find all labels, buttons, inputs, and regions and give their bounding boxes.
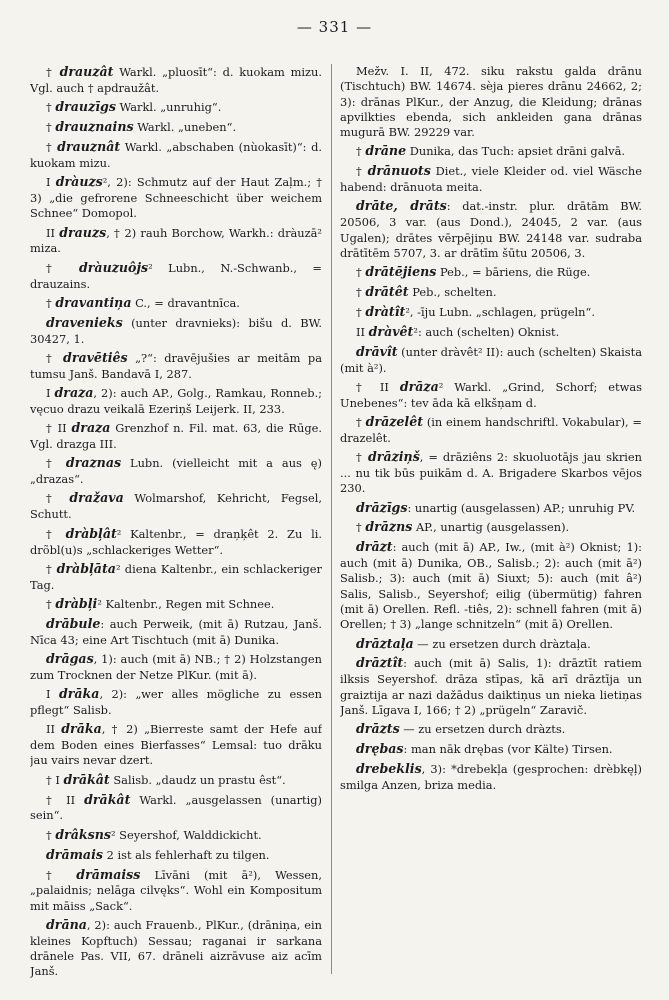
dictionary-entry: † drāne Dunika, das Tuch: apsiet drāni galvā. [356, 143, 625, 159]
dictionary-entry: drāzt: auch (mit ā) AP., Iw., (mit à²) Oknist; 1): auch (mit ā) Dunika, OB., Salisb.; 2): auch (mit ā²) Salisb.; 3): auch (mit ā) Siuxt; 5): auch (mit â²) Salis, Salisb., Seyershof; eilig (übermütig) fahren (mit ā) Orellen. Refl. -tiês, 2): schnell fahren (mit ā) Orellen; † 3) „lange schnitzeln“ (mit ā) Orellen. [340, 539, 642, 632]
entry-headword: draznas [65, 455, 122, 471]
dictionary-entry: dravenieks (unter dravnieks): bišu d. BW. 30427, 1. [30, 314, 322, 346]
entry-headword: dràbļāta [56, 560, 116, 576]
dictionary-entry: † drāzelêt (in einem handschriftl. Vokabular), = drazelêt. [340, 413, 642, 445]
entry-headword: drāna [46, 916, 87, 932]
dictionary-entry: drāzts — zu ersetzen durch dràzts. [356, 721, 566, 737]
left-column [30, 64, 322, 984]
entry-headword: drākât [63, 771, 110, 787]
dictionary-entry: drębas: man nāk drębas (vor Kälte) Tirsen. [356, 741, 613, 757]
dictionary-entry: † dràuzuôjs² Lubn., N.-Schwanb., = drauzains. [30, 259, 322, 291]
entry-headword: dravenieks [46, 314, 123, 330]
dictionary-entry: I draza, 2): auch AP., Golg., Ramkau, Ronneb.; vęcuo drazu veikalā Ezeriņš Leijerk. II, 233. [30, 385, 322, 416]
column-divider [331, 64, 332, 974]
entry-headword: drātêt [365, 284, 409, 300]
entry-headword: drauzīgs [55, 99, 116, 115]
dictionary-entry: II dràvêt²: auch (schelten) Oknist. [356, 323, 560, 339]
entry-headword: dràuzuôjs [78, 259, 149, 275]
entry-headword: drâksns [55, 826, 111, 842]
entry-headword: dràuzs [55, 174, 103, 190]
dictionary-entry: II drāka, † 2) „Bierreste samt der Hefe auf dem Boden eines Bierfasses“ Lemsal: tuo drāku jau vairs nevar dzert. [30, 721, 322, 768]
entry-headword: draza [54, 385, 94, 400]
entry-headword: drāvît [356, 343, 398, 359]
dictionary-entry: † I drākât Salisb. „daudz un prastu êst“. [46, 771, 286, 787]
entry-headword: drāgas [46, 650, 94, 666]
entry-headword: dràbļât [65, 525, 117, 541]
entry-headword: drāmaiss [76, 866, 141, 882]
entry-headword: dràbļi [55, 595, 98, 611]
dictionary-entry: Mežv. I. II, 472. siku rakstu galda drānu (Tischtuch) BW. 14674. sèja pieres drānu 24662, 2; 3): drānas PlKur., der Anzug, die Kleidung; drānas apvilkties ebenda, sich ankleiden gana drānas mugurā BW. 29229 var. [340, 64, 642, 140]
dictionary-entry: † drauzīgs Warkl. „unruhig“. [46, 99, 222, 115]
dictionary-entry: † drāzns AP., unartig (ausgelassen). [356, 519, 570, 535]
entry-headword: drāmais [46, 846, 103, 862]
entry-headword: drāzt [356, 539, 393, 555]
dictionary-entry: † dravētiês „?“: dravējušies ar meitām pa tumsu Janš. Bandavā I, 287. [30, 349, 322, 381]
dictionary-entry: † drauzât Warkl. „pluosīt“: d. kuokam mizu. Vgl. auch † apdraužât. [30, 64, 322, 95]
entry-headword: drāztît [356, 655, 404, 671]
dictionary-entry: drāzīgs: unartig (ausgelassen) AP.; unruhig PV. [356, 499, 636, 515]
dictionary-entry: drāvît (unter dràvêt² II): auch (schelten) Skaista (mit à²). [340, 343, 642, 375]
entry-headword: drāzelêt [365, 413, 424, 429]
entry-headword: drāzīgs [356, 499, 408, 515]
entry-headword: drāzts [356, 721, 400, 737]
entry-headword: drābule [46, 615, 101, 631]
entry-headword: drāza [399, 378, 439, 394]
dictionary-entry: † drauznât Warkl. „abschaben (nùokasīt)“: d. kuokam mizu. [30, 138, 322, 170]
dictionary-entry: † drâksns² Seyershof, Walddickicht. [46, 826, 262, 842]
entry-headword: drāzns [365, 519, 413, 535]
dictionary-entry: drebeklis, 3): *drebekļa (gesprochen: drèbkęļ) smilga Anzen, briza media. [340, 760, 642, 792]
entry-headword: drāte, drāts [356, 198, 447, 214]
entry-headword: drauzs [59, 224, 107, 240]
entry-headword: dravantiņa [55, 294, 132, 310]
dictionary-entry: drāmais 2 ist als fehlerhaft zu tilgen. [46, 846, 270, 862]
dictionary-entry: † drāmaiss Līvāni (mit ā²), Wessen, „palaidnis; nelāga cilvęks“. Wohl ein Kompositum mit māiss „Sack“. [30, 866, 322, 913]
dictionary-entry: II drauzs, † 2) rauh Borchow, Warkh.: dràuzā² miza. [30, 224, 322, 256]
entry-headword: drauzât [59, 64, 114, 79]
entry-headword: drauznât [57, 138, 121, 154]
dictionary-entry: drāgas, 1): auch (mit ā) NB.; † 2) Holzstangen zum Trocknen der Netze PlKur. (mit ā). [30, 650, 322, 682]
dictionary-entry: † drāziņš, = drāziêns 2: skuoluotājs jau skrien ... nu tik būs puikām d. A. Brigadere Skarbos vējos 230. [340, 449, 642, 496]
entry-headword: drebeklis [356, 760, 422, 776]
dictionary-entry: † drauznains Warkl. „uneben“. [46, 119, 237, 135]
entry-headword: drāne [365, 143, 407, 159]
dictionary-entry: † II drākât Warkl. „ausgelassen (unartig) sein“. [30, 791, 322, 823]
dictionary-entry: † drātējiens Peb., = bāriens, die Rüge. [356, 264, 591, 280]
entry-headword: dràvêt [368, 323, 414, 339]
entry-headword: dražava [69, 490, 124, 506]
right-column [340, 64, 642, 984]
dictionary-entry: † drānuots Diet., viele Kleider od. viel Wäsche habend: drānuota meita. [340, 163, 642, 195]
dictionary-entry: drāztaļa — zu ersetzen durch dràztaļa. [356, 635, 591, 651]
entry-headword: drāztaļa [356, 635, 414, 651]
page-number: — 331 — [296, 18, 373, 36]
entry-headword: drāka [58, 686, 100, 702]
dictionary-entry: † dravantiņa C., = dravantnīca. [46, 294, 240, 310]
entry-headword: drāziņš [368, 449, 420, 465]
dictionary-entry: drāte, drāts: dat.-instr. plur. drātām BW. 20506, 3 var. (aus Dond.), 24045, 2 var. (aus Ugalen); drātes vērpējiņu BW. 24148 var. sudraba drātītēm 5707, 3. ar drātīm šūtu 20506, 3. [340, 198, 642, 260]
dictionary-entry: drābule: auch Perweik, (mit ā) Rutzau, Janš. Nīca 43; eine Art Tischtuch (mit ā) Dunika. [30, 615, 322, 647]
entry-headword: drānuots [367, 163, 431, 179]
entry-headword: dravētiês [63, 349, 128, 365]
entry-headword: drātējiens [365, 264, 437, 280]
dictionary-entry: I dràuzs², 2): Schmutz auf der Haut Zaļm.; † 3) „die gefrorene Schneeschicht über weichem Schnee“ Domopol. [30, 174, 322, 221]
dictionary-entry: drāna, 2): auch Frauenb., PlKur., (drāniņa, ein kleines Kopftuch) Sessau; raganai ir sarkana drānele Pas. VII, 67. drāneli aizrāvuse aiz acīm Janš. [30, 916, 322, 979]
dictionary-entry: I drāka, 2): „wer alles mögliche zu essen pflegt“ Salisb. [30, 686, 322, 717]
dictionary-entry: † dràbļāta² diena Kaltenbr., ein schlackeriger Tag. [30, 560, 322, 592]
dictionary-entry: † dražava Wolmarshof, Kehricht, Fegsel, Schutt. [30, 490, 322, 522]
entry-headword: drębas [356, 741, 404, 757]
dictionary-entry: † II drāza² Warkl. „Grind, Schorf; etwas Unebenes“: tev āda kā elkšņam d. [340, 378, 642, 410]
entry-headword: drākât [84, 791, 131, 807]
entry-headword: drāka [61, 721, 102, 737]
dictionary-entry: drāztît: auch (mit ā) Salis, 1): drāztīt ratiem ilksis Seyershof. drāza stīpas, kā arī drāztīja un graiztija ar nazi dažādus daiktiņus un nieka lietiņas Janš. Līgava I, 166; † 2) „prügeln“ Zaravič. [340, 655, 642, 717]
entry-headword: drauznains [55, 119, 134, 135]
entry-headword: draza [71, 420, 111, 436]
dictionary-entry: † dràtît², -īju Lubn. „schlagen, prügeln“. [356, 303, 595, 319]
dictionary-entry: † dràbļi² Kaltenbr., Regen mit Schnee. [46, 595, 275, 611]
dictionary-entry: † II draza Grenzhof n. Fil. mat. 63, die Rūge. Vgl. drazga III. [30, 420, 322, 452]
dictionary-entry: † draznas Lubn. (vielleicht mit a aus ę) „drazas“. [30, 455, 322, 487]
entry-headword: dràtît [365, 303, 406, 319]
dictionary-entry: † dràbļât² Kaltenbr., = draņķêt 2. Zu li. drõbl(u)s „schlackeriges Wetter“. [30, 525, 322, 557]
dictionary-entry: † drātêt Peb., schelten. [356, 284, 497, 300]
